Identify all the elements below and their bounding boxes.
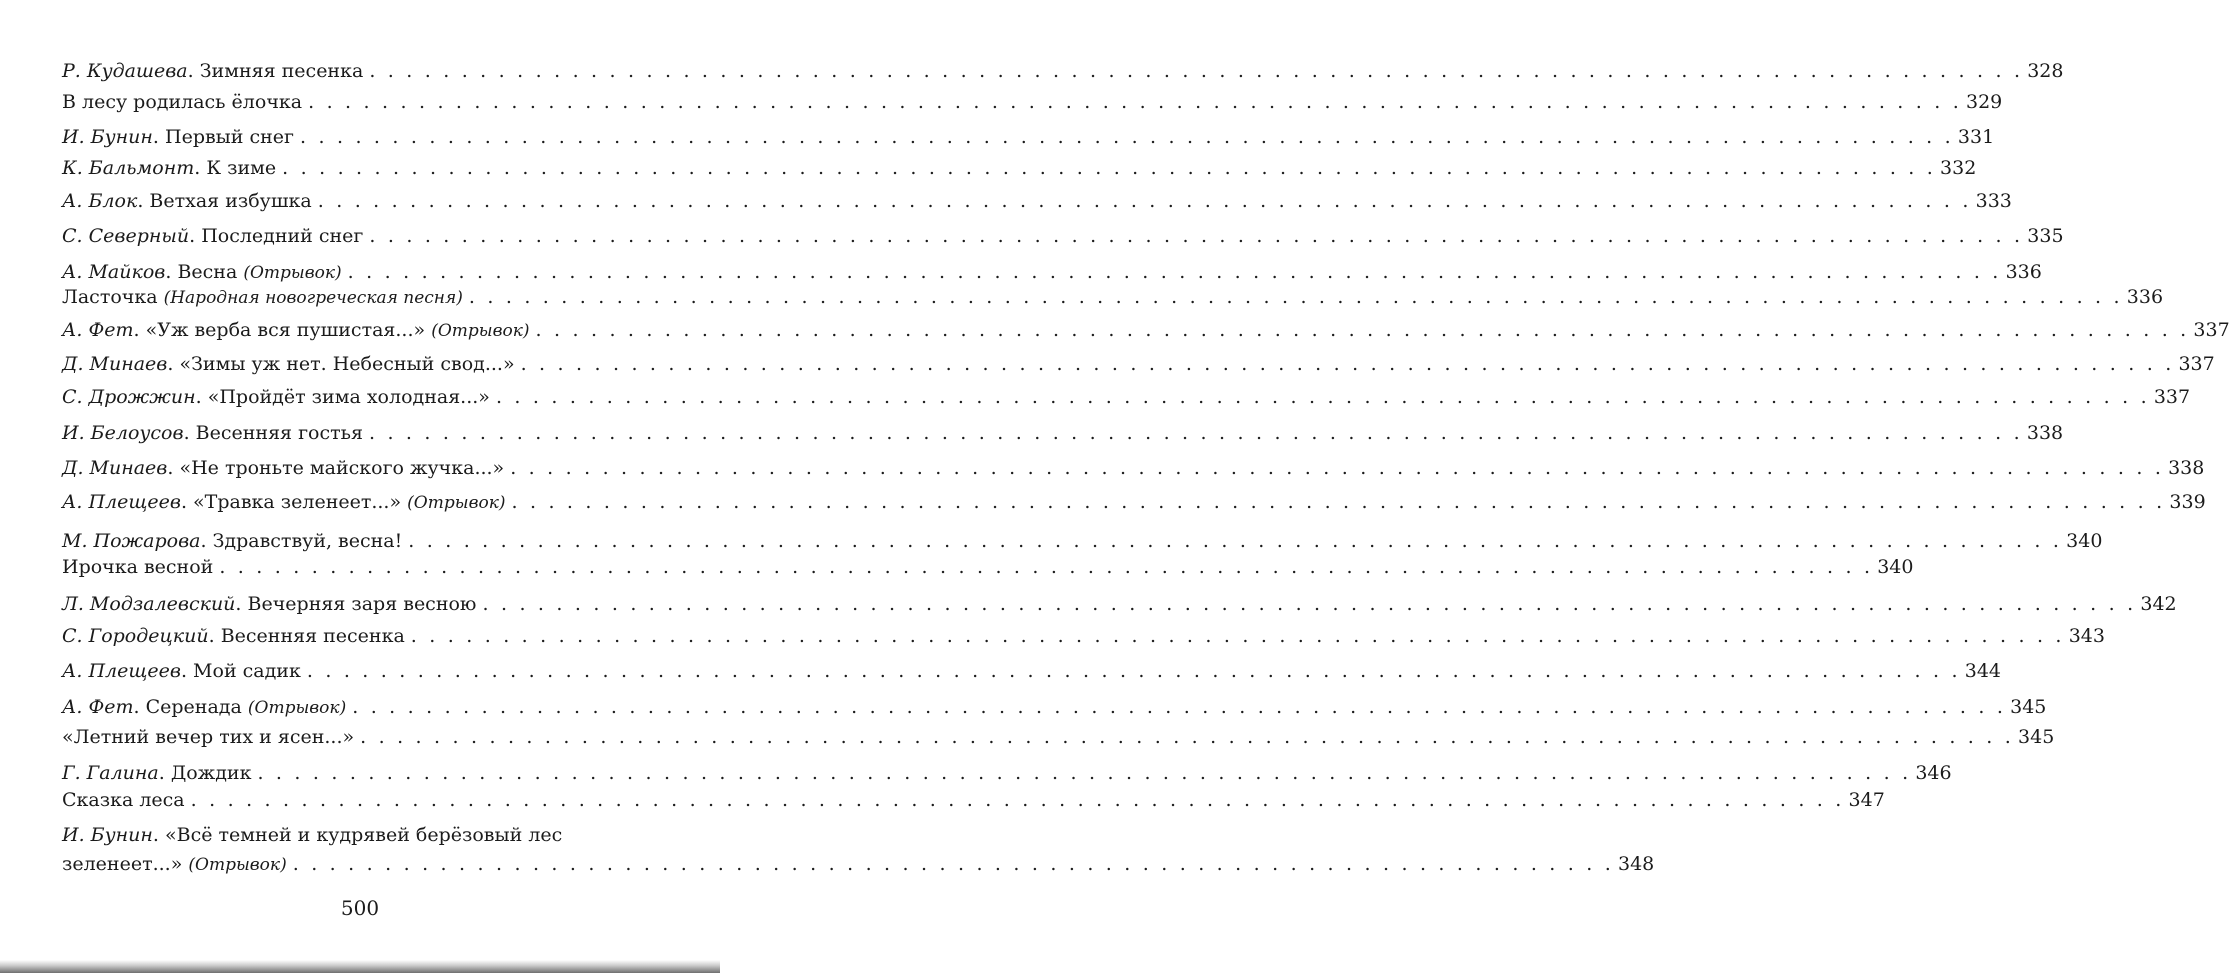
toc-work-title: Весенняя песенка bbox=[220, 625, 405, 647]
toc-title bbox=[62, 260, 342, 285]
toc-separator: . bbox=[200, 530, 213, 552]
toc-title bbox=[62, 156, 276, 180]
toc-note: (Отрывок) bbox=[247, 698, 347, 718]
toc-entry bbox=[62, 189, 2012, 213]
toc-page-number: 336 bbox=[2126, 286, 2164, 308]
toc-separator: . bbox=[183, 422, 196, 444]
toc-title bbox=[62, 788, 185, 812]
toc-page-number: 328 bbox=[2027, 60, 2064, 82]
toc-author: Л. Модзалевский bbox=[62, 593, 236, 615]
toc-title: «Всё темней и кудрявей берёзовый лес bbox=[165, 824, 563, 846]
toc-entry bbox=[62, 725, 2055, 749]
dot-leader: . . . . . . . . . . . . . . . . . . . . . . . . . . . . . . . . . . . . . . . . . . . . . . . . . . . . . . . . . . . . . . . . . . . . . . . . . . . . . . . . . . . . . . . . . . bbox=[352, 696, 2007, 718]
toc-author: И. Бунин bbox=[62, 824, 153, 846]
toc-title bbox=[62, 555, 213, 579]
dot-leader: . . . . . . . . . . . . . . . . . . . . . . . . . . . . . . . . . . . . . . . . . . . . . . . . . . . . . . . . . . . . . . . . . . . . . . . . . . . . . . . . . . . . . . . . . . bbox=[369, 60, 2024, 82]
toc-title bbox=[62, 125, 294, 149]
toc-author: А. Фет bbox=[62, 696, 134, 718]
toc-author: Р. Кудашева bbox=[62, 60, 188, 82]
toc-page-number: 340 bbox=[1877, 556, 1914, 578]
toc-entry bbox=[62, 529, 2103, 553]
toc-work-title: Дождик bbox=[170, 762, 252, 784]
toc-separator: . bbox=[208, 625, 221, 647]
toc-author: И. Белоусов bbox=[62, 422, 184, 444]
toc-page-number: 338 bbox=[2168, 457, 2205, 479]
toc-page-number: 337 bbox=[2193, 319, 2230, 341]
toc-note: (Отрывок) bbox=[431, 321, 530, 341]
toc-work-title: В лесу родилась ёлочка bbox=[62, 91, 303, 113]
folio-page-number: 500 bbox=[340, 896, 380, 920]
toc-page-number: 333 bbox=[1975, 190, 2012, 212]
toc-entry bbox=[62, 659, 2002, 683]
toc-page-number: 347 bbox=[1848, 789, 1885, 811]
toc-work-title: Мой садик bbox=[193, 660, 301, 682]
dot-leader: . . . . . . . . . . . . . . . . . . . . . . . . . . . . . . . . . . . . . . . . . . . . . . . . . . . . . . . . . . . . . . . . . . . . . . . . . . . . . . . . . . . . . . . . . . bbox=[360, 726, 2015, 748]
toc-work-title: Первый снег bbox=[165, 126, 295, 148]
dot-leader: . . . . . . . . . . . . . . . . . . . . . . . . . . . . . . . . . . . . . . . . . . . . . . . . . . . . . . . . . . . . . . . . . . . . . . . . . . . . . . . . . . . . . . . . . . bbox=[495, 386, 2150, 408]
toc-entry bbox=[62, 260, 2042, 285]
toc-entry bbox=[62, 624, 2105, 648]
toc-separator: . bbox=[235, 593, 248, 615]
toc-separator: . bbox=[152, 126, 165, 148]
toc-note: (Отрывок) bbox=[243, 263, 342, 283]
toc-entry bbox=[62, 555, 1914, 579]
dot-leader: . . . . . . . . . . . . . . . . . . . . . . . . . . . . . . . . . . . . . . . . . . . . . . . . . . . . . . . . . . . . . . . . . . . . . . . . . . . . . . . . . . . . . . . . . . bbox=[300, 126, 1954, 148]
toc-work-title: Здравствуй, весна! bbox=[212, 530, 403, 552]
toc-entry-multiline-first-line bbox=[62, 823, 562, 847]
toc-entry bbox=[62, 421, 2064, 445]
toc-separator: . bbox=[137, 190, 150, 212]
toc-separator: . bbox=[152, 824, 165, 846]
dot-leader: . . . . . . . . . . . . . . . . . . . . . . . . . . . . . . . . . . . . . . . . . . . . . . . . . . . . . . . . . . . . . . . . . . . . . . . . . . . . . . . . . . . . . . . . . . bbox=[482, 593, 2137, 615]
dot-leader: . . . . . . . . . . . . . . . . . . . . . . . . . . . . . . . . . . . . . . . . . . . . . . . . . . . . . . . . . . . . . . . . . . . . . . . . . . . . . . . . . . . . . . . . . . bbox=[347, 261, 2002, 283]
toc-title bbox=[62, 529, 402, 553]
toc-entry bbox=[62, 156, 1977, 180]
toc-author: А. Блок bbox=[62, 190, 138, 212]
toc-entry bbox=[62, 224, 2064, 248]
toc-work-title: «Пройдёт зима холодная...» bbox=[207, 386, 490, 408]
toc-author: С. Северный bbox=[62, 225, 190, 247]
toc-separator: . bbox=[195, 386, 208, 408]
toc-title bbox=[62, 761, 251, 785]
toc-note: (Отрывок) bbox=[188, 855, 287, 875]
toc-author: К. Бальмонт bbox=[62, 157, 195, 179]
toc-entry bbox=[62, 59, 2064, 83]
toc-title bbox=[62, 659, 301, 683]
toc-title bbox=[62, 421, 363, 445]
toc-work-title: Зимняя песенка bbox=[199, 60, 364, 82]
toc-page-number: 329 bbox=[1965, 91, 2003, 113]
toc-page-number: 338 bbox=[2026, 422, 2064, 444]
toc-page-number: 346 bbox=[1915, 762, 1952, 784]
toc-author: С. Дрожжин bbox=[62, 386, 196, 408]
toc-page-number: 337 bbox=[2153, 386, 2191, 408]
toc-page-number: 335 bbox=[2027, 225, 2064, 247]
toc-separator: . bbox=[158, 762, 171, 784]
toc-entry bbox=[62, 695, 2047, 720]
toc-title bbox=[62, 285, 463, 310]
toc-title bbox=[62, 385, 490, 409]
toc-work-title: Ласточка bbox=[62, 286, 158, 308]
dot-leader: . . . . . . . . . . . . . . . . . . . . . . . . . . . . . . . . . . . . . . . . . . . . . . . . . . . . . . . . . . . . . . . . . . . . . . . . . . . . . . . . . . . . . . . . . . bbox=[369, 225, 2024, 247]
toc-separator: . bbox=[133, 319, 146, 341]
toc-separator: . bbox=[133, 696, 146, 718]
dot-leader: . . . . . . . . . . . . . . . . . . . . . . . . . . . . . . . . . . . . . . . . . . . . . . . . . . . . . . . . . . . . . . . . . . . . . . . . . . . . . . . . . . . . . . . . . . bbox=[308, 91, 1962, 113]
toc-author: А. Фет bbox=[62, 319, 134, 341]
toc-note: (Народная новогреческая песня) bbox=[163, 288, 463, 308]
toc-author: Д. Минаев bbox=[62, 353, 168, 375]
toc-author: И. Бунин bbox=[62, 126, 153, 148]
toc-page-number: 339 bbox=[2169, 491, 2206, 513]
toc-separator: . bbox=[187, 60, 200, 82]
dot-leader: . . . . . . . . . . . . . . . . . . . . . . . . . . . . . . . . . . . . . . . . . . . . . . . . . . . . . . . . . . . . . . . . . . . . . . . . bbox=[292, 853, 1614, 875]
toc-separator: . bbox=[167, 457, 180, 479]
toc-work-title: Ирочка весной bbox=[62, 556, 214, 578]
toc-entry bbox=[62, 761, 1952, 785]
toc-title bbox=[62, 90, 302, 114]
toc-entry bbox=[62, 456, 2205, 480]
toc-separator: . bbox=[167, 353, 180, 375]
toc-title bbox=[62, 318, 530, 343]
toc-title bbox=[62, 490, 506, 515]
toc-page-number: 336 bbox=[2005, 261, 2042, 283]
toc-entry bbox=[62, 285, 2164, 310]
toc-work-title: Последний снег bbox=[201, 225, 364, 247]
toc-title bbox=[62, 725, 354, 749]
dot-leader: . . . . . . . . . . . . . . . . . . . . . . . . . . . . . . . . . . . . . . . . . . . . . . . . . . . . . . . . . . . . . . . . . . . . . . . . . . . . . . . . . . . . . . . . . . bbox=[511, 491, 2166, 513]
toc-entry bbox=[62, 90, 2003, 114]
dot-leader: . . . . . . . . . . . . . . . . . . . . . . . . . . . . . . . . . . . . . . . . . . . . . . . . . . . . . . . . . . . . . . . . . . . . . . . . . . . . . . . . . . . . . . . . . . bbox=[410, 625, 2065, 647]
toc-work-title: «Уж верба вся пушистая...» bbox=[145, 319, 426, 341]
dot-leader: . . . . . . . . . . . . . . . . . . . . . . . . . . . . . . . . . . . . . . . . . . . . . . . . . . . . . . . . . . . . . . . . . . . . . . . . . . . . . . . . . . . . . . . . . . bbox=[306, 660, 1961, 682]
toc-entry bbox=[62, 852, 1655, 877]
toc-page-number: 342 bbox=[2140, 593, 2177, 615]
dot-leader: . . . . . . . . . . . . . . . . . . . . . . . . . . . . . . . . . . . . . . . . . . . . . . . . . . . . . . . . . . . . . . . . . . . . . . . . . . . . . . . . . . . . . . . . . . bbox=[190, 789, 1845, 811]
toc-author: А. Майков bbox=[62, 261, 166, 283]
toc-work-title: Серенада bbox=[145, 696, 242, 718]
toc-title bbox=[62, 352, 515, 376]
toc-entry bbox=[62, 592, 2177, 616]
toc-work-title: «Не троньте майского жучка...» bbox=[179, 457, 505, 479]
toc-title bbox=[62, 59, 363, 83]
toc-page-number: 348 bbox=[1617, 853, 1655, 875]
toc-work-title: «Зимы уж нет. Небесный свод...» bbox=[179, 353, 515, 375]
toc-separator: . bbox=[165, 261, 178, 283]
toc-note: (Отрывок) bbox=[407, 493, 506, 513]
toc-page-number: 337 bbox=[2178, 353, 2215, 375]
toc-title bbox=[62, 592, 476, 616]
toc-page-number: 344 bbox=[1964, 660, 2002, 682]
dot-leader: . . . . . . . . . . . . . . . . . . . . . . . . . . . . . . . . . . . . . . . . . . . . . . . . . . . . . . . . . . . . . . . . . . . . . . . . . . . . . . . . . . . . . . . . . . bbox=[219, 556, 1874, 578]
toc-author: А. Плещеев bbox=[62, 491, 181, 513]
dot-leader: . . . . . . . . . . . . . . . . . . . . . . . . . . . . . . . . . . . . . . . . . . . . . . . . . . . . . . . . . . . . . . . . . . . . . . . . . . . . . . . . . . . . . . . . . . bbox=[282, 157, 1937, 179]
toc-entry bbox=[62, 385, 2191, 409]
toc-separator: . bbox=[180, 491, 194, 513]
toc-title bbox=[62, 189, 312, 213]
toc-separator: . bbox=[189, 225, 202, 247]
toc-page-number: 332 bbox=[1940, 157, 1977, 179]
toc-work-title: Сказка леса bbox=[62, 789, 185, 811]
toc-author: С. Городецкий bbox=[62, 625, 209, 647]
toc-work-title: «Травка зеленеет...» bbox=[193, 491, 402, 513]
toc-work-title: Весна bbox=[177, 261, 238, 283]
toc-title-continued: зеленеет...» (Отрывок) bbox=[62, 853, 287, 875]
page-edge-shadow bbox=[0, 960, 720, 973]
toc-page-number: 343 bbox=[2068, 625, 2105, 647]
dot-leader: . . . . . . . . . . . . . . . . . . . . . . . . . . . . . . . . . . . . . . . . . . . . . . . . . . . . . . . . . . . . . . . . . . . . . . . . . . . . . . . . . . . . . . . . . . bbox=[520, 353, 2175, 375]
toc-author: А. Плещеев bbox=[62, 660, 181, 682]
dot-leader: . . . . . . . . . . . . . . . . . . . . . . . . . . . . . . . . . . . . . . . . . . . . . . . . . . . . . . . . . . . . . . . . . . . . . . . . . . . . . . . . . . . . . . . . . . bbox=[317, 190, 1972, 212]
toc-separator: . bbox=[180, 660, 194, 682]
dot-leader: . . . . . . . . . . . . . . . . . . . . . . . . . . . . . . . . . . . . . . . . . . . . . . . . . . . . . . . . . . . . . . . . . . . . . . . . . . . . . . . . . . . . . . . . . . bbox=[510, 457, 2165, 479]
toc-page-number: 345 bbox=[2018, 726, 2055, 748]
dot-leader: . . . . . . . . . . . . . . . . . . . . . . . . . . . . . . . . . . . . . . . . . . . . . . . . . . . . . . . . . . . . . . . . . . . . . . . . . . . . . . . . . . . . . . . . . . bbox=[408, 530, 2063, 552]
toc-entry bbox=[62, 352, 2215, 376]
toc-author: М. Пожарова bbox=[62, 530, 201, 552]
dot-leader: . . . . . . . . . . . . . . . . . . . . . . . . . . . . . . . . . . . . . . . . . . . . . . . . . . . . . . . . . . . . . . . . . . . . . . . . . . . . . . . . . . . . . . . . . . bbox=[468, 286, 2123, 308]
toc-author: Д. Минаев bbox=[62, 457, 168, 479]
toc-title bbox=[62, 695, 346, 720]
dot-leader: . . . . . . . . . . . . . . . . . . . . . . . . . . . . . . . . . . . . . . . . . . . . . . . . . . . . . . . . . . . . . . . . . . . . . . . . . . . . . . . . . . . . . . . . . . bbox=[257, 762, 1912, 784]
toc-work-title: «Летний вечер тих и ясен...» bbox=[62, 726, 355, 748]
toc-entry bbox=[62, 125, 1995, 149]
toc-work-title: Вечерняя заря весною bbox=[247, 593, 477, 615]
toc-work-title: Ветхая избушка bbox=[149, 190, 312, 212]
toc-page-number: 345 bbox=[2010, 696, 2047, 718]
toc-work-title: Весенняя гостья bbox=[195, 422, 363, 444]
toc-entry bbox=[62, 490, 2206, 515]
toc-work-title: К зиме bbox=[206, 157, 277, 179]
toc-entry bbox=[62, 318, 2230, 343]
dot-leader: . . . . . . . . . . . . . . . . . . . . . . . . . . . . . . . . . . . . . . . . . . . . . . . . . . . . . . . . . . . . . . . . . . . . . . . . . . . . . . . . . . . . . . . . . . bbox=[368, 422, 2023, 444]
toc-title bbox=[62, 456, 504, 480]
toc-page-number: 340 bbox=[2066, 530, 2103, 552]
toc-separator: . bbox=[194, 157, 207, 179]
toc-title bbox=[62, 224, 363, 248]
toc-page-number: 331 bbox=[1957, 126, 1995, 148]
toc-author: Г. Галина bbox=[62, 762, 159, 784]
dot-leader: . . . . . . . . . . . . . . . . . . . . . . . . . . . . . . . . . . . . . . . . . . . . . . . . . . . . . . . . . . . . . . . . . . . . . . . . . . . . . . . . . . . . . . . . . . bbox=[535, 319, 2190, 341]
toc-title bbox=[62, 624, 405, 648]
toc-entry bbox=[62, 788, 1885, 812]
